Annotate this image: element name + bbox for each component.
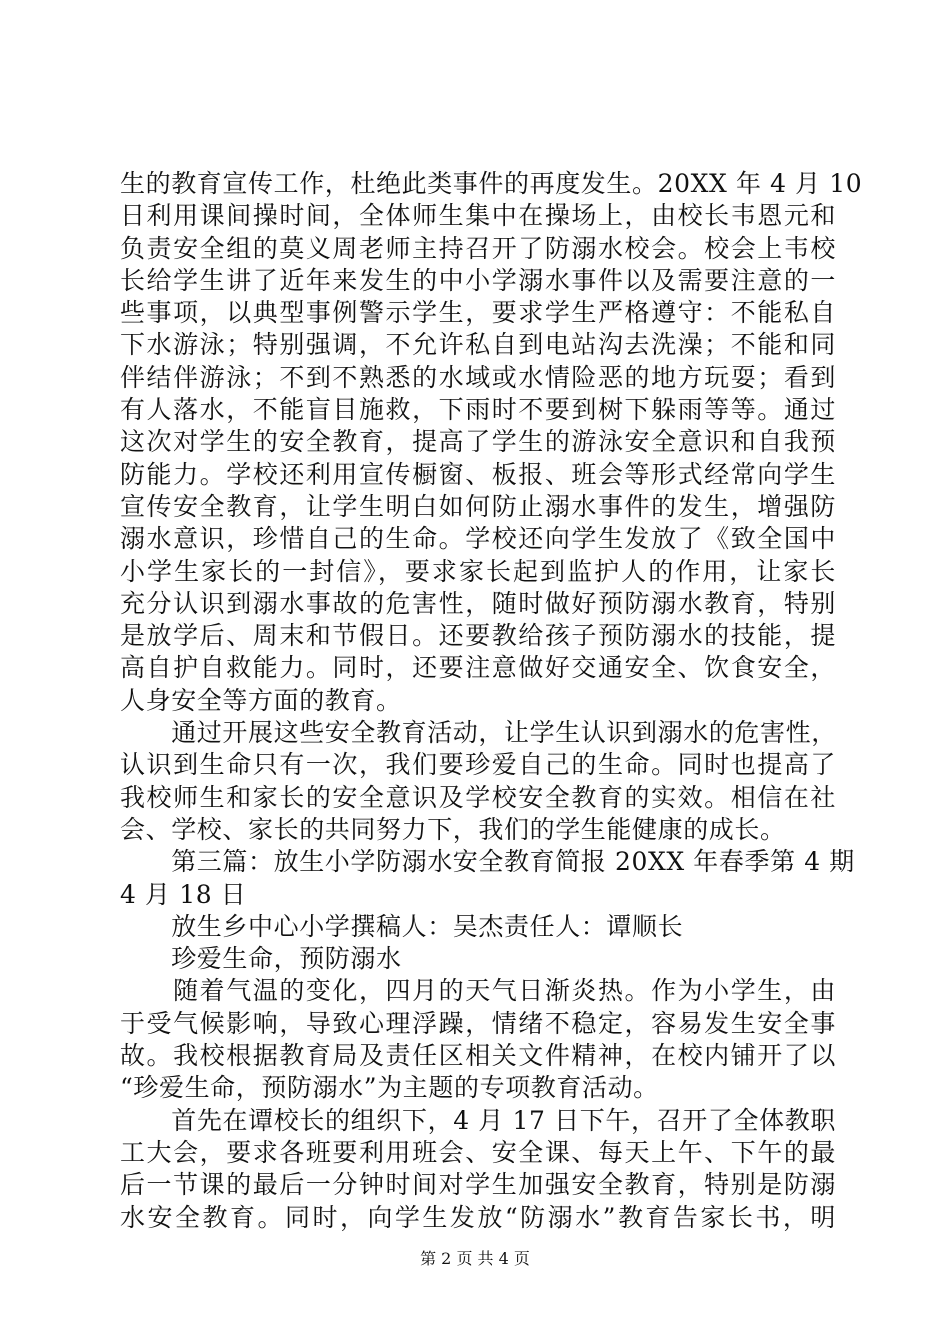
- text-line: 长给学生讲了近年来发生的中小学溺水事件以及需要注意的一: [120, 265, 836, 295]
- text-line: 防能力。学校还利用宣传橱窗、板报、班会等形式经常向学生: [120, 459, 836, 489]
- section-heading-line: 4 月 18 日: [120, 879, 247, 909]
- text-line: 工大会，要求各班要利用班会、安全课、每天上午、下午的最: [120, 1137, 836, 1167]
- text-line: 于受气候影响，导致心理浮躁，情绪不稳定，容易发生安全事: [120, 1008, 836, 1038]
- text-line: 高自护自救能力。同时，还要注意做好交通安全、饮食安全，: [120, 653, 836, 683]
- text-line: “珍爱生命，预防溺水”为主题的专项教育活动。: [120, 1073, 659, 1103]
- document-body: [120, 168, 863, 1234]
- text-line: 些事项，以典型事例警示学生，要求学生严格遵守：不能私自: [120, 298, 836, 328]
- text-line: 是放学后、周末和节假日。还要教给孩子预防溺水的技能，提: [120, 621, 836, 651]
- text-line: 溺水意识，珍惜自己的生命。学校还向学生发放了《致全国中: [120, 524, 836, 554]
- byline: 放生乡中心小学撰稿人：吴杰责任人：谭顺长: [120, 911, 684, 941]
- text-line: 负责安全组的莫义周老师主持召开了防溺水校会。校会上韦校: [120, 233, 836, 263]
- text-line: 小学生家长的一封信》，要求家长起到监护人的作用，让家长: [120, 556, 836, 586]
- text-line: 有人落水，不能盲目施救，下雨时不要到树下躲雨等等。通过: [120, 395, 836, 425]
- text-line: 随着气温的变化，四月的天气日渐炎热。作为小学生，由: [120, 976, 836, 1006]
- text-line: 这次对学生的安全教育，提高了学生的游泳安全意识和自我预: [120, 427, 836, 457]
- section-heading-line: 第三篇：放生小学防溺水安全教育简报 20XX 年春季第 4 期: [120, 847, 855, 877]
- text-line: 宣传安全教育，让学生明白如何防止溺水事件的发生，增强防: [120, 491, 836, 521]
- text-line: 水安全教育。同时，向学生发放“防溺水”教育告家长书，明: [120, 1202, 836, 1232]
- text-line: 后一节课的最后一分钟时间对学生加强安全教育，特别是防溺: [120, 1170, 836, 1200]
- text-line: 故。我校根据教育局及责任区相关文件精神，在校内铺开了以: [120, 1041, 836, 1071]
- text-line: 通过开展这些安全教育活动，让学生认识到溺水的危害性，: [120, 718, 837, 748]
- page-number: 第 2 页 共 4 页: [420, 1249, 530, 1268]
- text-line: 生的教育宣传工作，杜绝此类事件的再度发生。20XX 年 4 月 10: [120, 169, 863, 198]
- text-line: 日利用课间操时间，全体师生集中在操场上，由校长韦恩元和: [120, 201, 836, 231]
- text-line: 伴结伴游泳；不到不熟悉的水域或水情险恶的地方玩耍；看到: [120, 362, 836, 392]
- text-line: 认识到生命只有一次，我们要珍爱自己的生命。同时也提高了: [120, 750, 836, 780]
- article-title: 珍爱生命，预防溺水: [120, 944, 402, 974]
- text-line: 充分认识到溺水事故的危害性，随时做好预防溺水教育，特别: [120, 588, 836, 618]
- page-footer: [0, 1249, 950, 1269]
- text-line: 我校师生和家长的安全意识及学校安全教育的实效。相信在社: [120, 782, 836, 812]
- text-line: 人身安全等方面的教育。: [120, 685, 402, 715]
- text-line: 会、学校、家长的共同努力下，我们的学生能健康的成长。: [120, 814, 786, 844]
- text-line: 下水游泳；特别强调，不允许私自到电站沟去洗澡；不能和同: [120, 330, 836, 360]
- text-line: 首先在谭校长的组织下，4 月 17 日下午，召开了全体教职: [120, 1105, 836, 1135]
